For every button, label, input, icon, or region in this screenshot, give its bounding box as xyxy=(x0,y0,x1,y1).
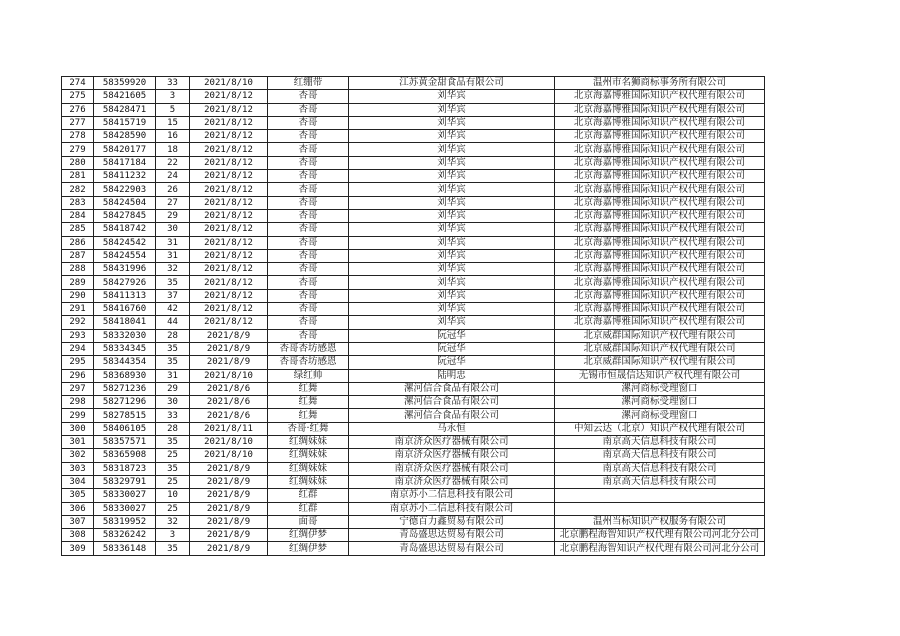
cell-row-index: 292 xyxy=(62,316,94,329)
table-row xyxy=(62,502,765,515)
cell-agent: 北京海嘉博雅国际知识产权代理有限公司 xyxy=(555,170,765,183)
cell-date: 2021/8/9 xyxy=(190,342,268,355)
cell-application-number: 58411313 xyxy=(94,289,156,302)
cell-application-number: 58271296 xyxy=(94,396,156,409)
cell-application-number: 58359920 xyxy=(94,77,156,90)
cell-applicant: 刘华宾 xyxy=(349,276,555,289)
cell-application-number: 58422903 xyxy=(94,183,156,196)
cell-row-index: 303 xyxy=(62,462,94,475)
cell-applicant: 江苏黄金甜食品有限公司 xyxy=(349,77,555,90)
table-row xyxy=(62,130,765,143)
cell-applicant: 陆明忠 xyxy=(349,369,555,382)
table-row xyxy=(62,103,765,116)
cell-agent: 北京鹏程海智知识产权代理有限公司河北分公司 xyxy=(555,542,765,555)
cell-date: 2021/8/6 xyxy=(190,409,268,422)
cell-applicant: 宁德百力鑫贸易有限公司 xyxy=(349,515,555,528)
cell-date: 2021/8/12 xyxy=(190,276,268,289)
cell-mark: 杏哥 xyxy=(268,196,349,209)
cell-class: 30 xyxy=(156,396,190,409)
table-row xyxy=(62,462,765,475)
cell-application-number: 58336148 xyxy=(94,542,156,555)
cell-row-index: 298 xyxy=(62,396,94,409)
cell-row-index: 295 xyxy=(62,356,94,369)
cell-row-index: 275 xyxy=(62,90,94,103)
cell-mark: 杏哥 xyxy=(268,263,349,276)
cell-row-index: 297 xyxy=(62,382,94,395)
cell-application-number: 58428471 xyxy=(94,103,156,116)
cell-application-number: 58428590 xyxy=(94,130,156,143)
cell-applicant: 青岛盛思达贸易有限公司 xyxy=(349,529,555,542)
cell-mark: 红舞 xyxy=(268,396,349,409)
cell-applicant: 刘华宾 xyxy=(349,249,555,262)
cell-class: 35 xyxy=(156,462,190,475)
cell-row-index: 305 xyxy=(62,489,94,502)
cell-agent: 北京威群国际知识产权代理有限公司 xyxy=(555,342,765,355)
cell-mark: 红绸伊梦 xyxy=(268,542,349,555)
cell-mark: 杏哥·红舞 xyxy=(268,422,349,435)
cell-application-number: 58334345 xyxy=(94,342,156,355)
cell-application-number: 58278515 xyxy=(94,409,156,422)
cell-row-index: 279 xyxy=(62,143,94,156)
cell-date: 2021/8/10 xyxy=(190,369,268,382)
cell-agent: 北京海嘉博雅国际知识产权代理有限公司 xyxy=(555,236,765,249)
cell-applicant: 南京苏小二信息科技有限公司 xyxy=(349,502,555,515)
cell-date: 2021/8/12 xyxy=(190,223,268,236)
cell-date: 2021/8/12 xyxy=(190,263,268,276)
table-row xyxy=(62,382,765,395)
cell-mark: 红绷带 xyxy=(268,77,349,90)
cell-application-number: 58365908 xyxy=(94,449,156,462)
cell-applicant: 南京济众医疗器械有限公司 xyxy=(349,475,555,488)
cell-agent: 南京高天信息科技有限公司 xyxy=(555,462,765,475)
table-row xyxy=(62,170,765,183)
cell-agent: 北京海嘉博雅国际知识产权代理有限公司 xyxy=(555,196,765,209)
table-row xyxy=(62,342,765,355)
cell-row-index: 306 xyxy=(62,502,94,515)
cell-applicant: 刘华宾 xyxy=(349,196,555,209)
cell-row-index: 285 xyxy=(62,223,94,236)
cell-applicant: 阮冠华 xyxy=(349,356,555,369)
cell-agent: 北京海嘉博雅国际知识产权代理有限公司 xyxy=(555,249,765,262)
cell-class: 35 xyxy=(156,436,190,449)
cell-application-number: 58427845 xyxy=(94,209,156,222)
cell-mark: 红群 xyxy=(268,502,349,515)
cell-row-index: 287 xyxy=(62,249,94,262)
cell-date: 2021/8/12 xyxy=(190,130,268,143)
cell-class: 25 xyxy=(156,475,190,488)
cell-class: 24 xyxy=(156,170,190,183)
cell-class: 29 xyxy=(156,209,190,222)
cell-mark: 杏哥杏坊感恩 xyxy=(268,356,349,369)
cell-class: 26 xyxy=(156,183,190,196)
cell-row-index: 307 xyxy=(62,515,94,528)
cell-date: 2021/8/9 xyxy=(190,329,268,342)
cell-class: 35 xyxy=(156,356,190,369)
cell-application-number: 58415719 xyxy=(94,116,156,129)
table-row xyxy=(62,183,765,196)
cell-date: 2021/8/12 xyxy=(190,156,268,169)
cell-row-index: 274 xyxy=(62,77,94,90)
cell-agent: 北京海嘉博雅国际知识产权代理有限公司 xyxy=(555,183,765,196)
cell-application-number: 58411232 xyxy=(94,170,156,183)
cell-row-index: 277 xyxy=(62,116,94,129)
cell-date: 2021/8/12 xyxy=(190,209,268,222)
cell-applicant: 刘华宾 xyxy=(349,170,555,183)
cell-application-number: 58418742 xyxy=(94,223,156,236)
cell-mark: 杏哥 xyxy=(268,289,349,302)
cell-row-index: 278 xyxy=(62,130,94,143)
cell-application-number: 58368930 xyxy=(94,369,156,382)
cell-date: 2021/8/10 xyxy=(190,449,268,462)
cell-applicant: 南京苏小二信息科技有限公司 xyxy=(349,489,555,502)
cell-application-number: 58427926 xyxy=(94,276,156,289)
table-row xyxy=(62,369,765,382)
cell-class: 33 xyxy=(156,77,190,90)
cell-row-index: 294 xyxy=(62,342,94,355)
cell-mark: 杏哥 xyxy=(268,303,349,316)
cell-mark: 面哥 xyxy=(268,515,349,528)
cell-mark: 杏哥 xyxy=(268,249,349,262)
cell-application-number: 58318723 xyxy=(94,462,156,475)
cell-row-index: 299 xyxy=(62,409,94,422)
cell-date: 2021/8/12 xyxy=(190,289,268,302)
cell-row-index: 289 xyxy=(62,276,94,289)
cell-class: 42 xyxy=(156,303,190,316)
cell-class: 31 xyxy=(156,369,190,382)
cell-row-index: 284 xyxy=(62,209,94,222)
table-row xyxy=(62,209,765,222)
cell-applicant: 刘华宾 xyxy=(349,223,555,236)
cell-row-index: 276 xyxy=(62,103,94,116)
cell-applicant: 刘华宾 xyxy=(349,156,555,169)
table-row xyxy=(62,116,765,129)
table-row xyxy=(62,316,765,329)
cell-date: 2021/8/12 xyxy=(190,90,268,103)
cell-applicant: 漯河信合食品有限公司 xyxy=(349,382,555,395)
cell-date: 2021/8/12 xyxy=(190,170,268,183)
cell-agent: 北京海嘉博雅国际知识产权代理有限公司 xyxy=(555,263,765,276)
cell-date: 2021/8/12 xyxy=(190,316,268,329)
cell-date: 2021/8/9 xyxy=(190,356,268,369)
cell-class: 31 xyxy=(156,249,190,262)
cell-class: 32 xyxy=(156,263,190,276)
cell-mark: 杏哥 xyxy=(268,130,349,143)
cell-class: 10 xyxy=(156,489,190,502)
table-row xyxy=(62,475,765,488)
cell-mark: 杏哥 xyxy=(268,116,349,129)
table-row xyxy=(62,303,765,316)
cell-applicant: 漯河信合食品有限公司 xyxy=(349,409,555,422)
cell-applicant: 刘华宾 xyxy=(349,236,555,249)
cell-row-index: 308 xyxy=(62,529,94,542)
cell-mark: 红绸伊梦 xyxy=(268,529,349,542)
table-row xyxy=(62,329,765,342)
cell-row-index: 290 xyxy=(62,289,94,302)
cell-date: 2021/8/12 xyxy=(190,116,268,129)
cell-class: 33 xyxy=(156,409,190,422)
cell-mark: 杏哥 xyxy=(268,103,349,116)
cell-date: 2021/8/9 xyxy=(190,475,268,488)
cell-class: 44 xyxy=(156,316,190,329)
cell-mark: 杏哥杏坊感恩 xyxy=(268,342,349,355)
table-row xyxy=(62,529,765,542)
cell-applicant: 阮冠华 xyxy=(349,329,555,342)
cell-agent xyxy=(555,489,765,502)
cell-agent: 温州市名狮商标事务所有限公司 xyxy=(555,77,765,90)
cell-application-number: 58330027 xyxy=(94,489,156,502)
cell-agent: 漯河商标受理窗口 xyxy=(555,382,765,395)
cell-agent: 南京高天信息科技有限公司 xyxy=(555,475,765,488)
table-row xyxy=(62,422,765,435)
cell-mark: 杏哥 xyxy=(268,329,349,342)
cell-row-index: 304 xyxy=(62,475,94,488)
cell-mark: 杏哥 xyxy=(268,183,349,196)
cell-date: 2021/8/6 xyxy=(190,382,268,395)
cell-application-number: 58319952 xyxy=(94,515,156,528)
cell-date: 2021/8/12 xyxy=(190,303,268,316)
cell-class: 3 xyxy=(156,529,190,542)
cell-agent: 南京高天信息科技有限公司 xyxy=(555,436,765,449)
cell-application-number: 58271236 xyxy=(94,382,156,395)
cell-date: 2021/8/9 xyxy=(190,502,268,515)
table-row xyxy=(62,409,765,422)
cell-class: 3 xyxy=(156,90,190,103)
cell-applicant: 青岛盛思达贸易有限公司 xyxy=(349,542,555,555)
cell-date: 2021/8/9 xyxy=(190,462,268,475)
cell-applicant: 刘华宾 xyxy=(349,316,555,329)
cell-applicant: 阮冠华 xyxy=(349,342,555,355)
cell-agent: 北京海嘉博雅国际知识产权代理有限公司 xyxy=(555,316,765,329)
table-body xyxy=(62,77,765,556)
cell-application-number: 58421605 xyxy=(94,90,156,103)
cell-mark: 红舞 xyxy=(268,382,349,395)
cell-date: 2021/8/9 xyxy=(190,542,268,555)
cell-row-index: 283 xyxy=(62,196,94,209)
cell-mark: 杏哥 xyxy=(268,156,349,169)
cell-mark: 红舞 xyxy=(268,409,349,422)
cell-agent: 北京海嘉博雅国际知识产权代理有限公司 xyxy=(555,289,765,302)
cell-applicant: 刘华宾 xyxy=(349,116,555,129)
cell-applicant: 漯河信合食品有限公司 xyxy=(349,396,555,409)
cell-date: 2021/8/9 xyxy=(190,515,268,528)
cell-row-index: 293 xyxy=(62,329,94,342)
cell-mark: 红绸妹妹 xyxy=(268,462,349,475)
cell-mark: 杏哥 xyxy=(268,170,349,183)
cell-row-index: 309 xyxy=(62,542,94,555)
cell-class: 35 xyxy=(156,342,190,355)
cell-class: 28 xyxy=(156,329,190,342)
cell-agent: 北京海嘉博雅国际知识产权代理有限公司 xyxy=(555,103,765,116)
cell-class: 22 xyxy=(156,156,190,169)
cell-applicant: 刘华宾 xyxy=(349,90,555,103)
table-row xyxy=(62,396,765,409)
cell-application-number: 58357571 xyxy=(94,436,156,449)
cell-date: 2021/8/12 xyxy=(190,196,268,209)
cell-agent: 北京威群国际知识产权代理有限公司 xyxy=(555,356,765,369)
cell-agent: 中知云达（北京）知识产权代理有限公司 xyxy=(555,422,765,435)
cell-application-number: 58344354 xyxy=(94,356,156,369)
cell-agent: 北京海嘉博雅国际知识产权代理有限公司 xyxy=(555,130,765,143)
cell-row-index: 296 xyxy=(62,369,94,382)
cell-application-number: 58332030 xyxy=(94,329,156,342)
cell-applicant: 刘华宾 xyxy=(349,209,555,222)
cell-agent: 漯河商标受理窗口 xyxy=(555,409,765,422)
cell-agent: 北京海嘉博雅国际知识产权代理有限公司 xyxy=(555,303,765,316)
table-row xyxy=(62,143,765,156)
cell-applicant: 马永恒 xyxy=(349,422,555,435)
cell-class: 29 xyxy=(156,382,190,395)
cell-agent: 南京高天信息科技有限公司 xyxy=(555,449,765,462)
cell-date: 2021/8/6 xyxy=(190,396,268,409)
cell-agent: 无锡市恒晟信达知识产权代理有限公司 xyxy=(555,369,765,382)
cell-mark: 红绸妹妹 xyxy=(268,449,349,462)
cell-agent: 温州当标知识产权服务有限公司 xyxy=(555,515,765,528)
cell-agent: 北京海嘉博雅国际知识产权代理有限公司 xyxy=(555,90,765,103)
cell-agent: 北京海嘉博雅国际知识产权代理有限公司 xyxy=(555,143,765,156)
table-row xyxy=(62,515,765,528)
cell-date: 2021/8/10 xyxy=(190,436,268,449)
table-row xyxy=(62,90,765,103)
cell-class: 30 xyxy=(156,223,190,236)
table-row xyxy=(62,196,765,209)
cell-class: 5 xyxy=(156,103,190,116)
cell-agent: 北京海嘉博雅国际知识产权代理有限公司 xyxy=(555,116,765,129)
cell-applicant: 刘华宾 xyxy=(349,183,555,196)
cell-mark: 杏哥 xyxy=(268,209,349,222)
cell-agent: 北京海嘉博雅国际知识产权代理有限公司 xyxy=(555,223,765,236)
cell-class: 32 xyxy=(156,515,190,528)
table-row xyxy=(62,236,765,249)
table-row xyxy=(62,489,765,502)
spreadsheet-table-area xyxy=(61,76,765,556)
cell-date: 2021/8/12 xyxy=(190,183,268,196)
cell-mark: 杏哥 xyxy=(268,276,349,289)
cell-date: 2021/8/12 xyxy=(190,236,268,249)
cell-application-number: 58424554 xyxy=(94,249,156,262)
cell-mark: 杏哥 xyxy=(268,236,349,249)
table-row xyxy=(62,356,765,369)
cell-mark: 杏哥 xyxy=(268,223,349,236)
cell-class: 27 xyxy=(156,196,190,209)
cell-class: 35 xyxy=(156,276,190,289)
cell-class: 16 xyxy=(156,130,190,143)
cell-agent: 北京海嘉博雅国际知识产权代理有限公司 xyxy=(555,276,765,289)
cell-row-index: 301 xyxy=(62,436,94,449)
cell-class: 31 xyxy=(156,236,190,249)
cell-mark: 红绸妹妹 xyxy=(268,436,349,449)
cell-applicant: 南京济众医疗器械有限公司 xyxy=(349,436,555,449)
cell-applicant: 刘华宾 xyxy=(349,289,555,302)
cell-application-number: 58326242 xyxy=(94,529,156,542)
cell-date: 2021/8/9 xyxy=(190,489,268,502)
table-row xyxy=(62,449,765,462)
cell-agent: 北京海嘉博雅国际知识产权代理有限公司 xyxy=(555,156,765,169)
cell-class: 15 xyxy=(156,116,190,129)
cell-applicant: 刘华宾 xyxy=(349,263,555,276)
table-row xyxy=(62,436,765,449)
table-row xyxy=(62,263,765,276)
table-row xyxy=(62,156,765,169)
cell-application-number: 58416760 xyxy=(94,303,156,316)
cell-date: 2021/8/9 xyxy=(190,529,268,542)
cell-date: 2021/8/12 xyxy=(190,103,268,116)
cell-application-number: 58418041 xyxy=(94,316,156,329)
cell-mark: 红群 xyxy=(268,489,349,502)
cell-mark: 杏哥 xyxy=(268,143,349,156)
cell-application-number: 58329791 xyxy=(94,475,156,488)
cell-application-number: 58330027 xyxy=(94,502,156,515)
cell-mark: 红绸妹妹 xyxy=(268,475,349,488)
cell-agent: 北京鹏程海智知识产权代理有限公司河北分公司 xyxy=(555,529,765,542)
cell-applicant: 南京济众医疗器械有限公司 xyxy=(349,449,555,462)
cell-mark: 杏哥 xyxy=(268,316,349,329)
cell-row-index: 280 xyxy=(62,156,94,169)
cell-agent xyxy=(555,502,765,515)
cell-application-number: 58424542 xyxy=(94,236,156,249)
cell-row-index: 302 xyxy=(62,449,94,462)
cell-applicant: 南京济众医疗器械有限公司 xyxy=(349,462,555,475)
cell-row-index: 300 xyxy=(62,422,94,435)
table-row xyxy=(62,276,765,289)
cell-date: 2021/8/10 xyxy=(190,77,268,90)
table-row xyxy=(62,289,765,302)
cell-row-index: 282 xyxy=(62,183,94,196)
cell-date: 2021/8/11 xyxy=(190,422,268,435)
cell-agent: 北京海嘉博雅国际知识产权代理有限公司 xyxy=(555,209,765,222)
cell-row-index: 281 xyxy=(62,170,94,183)
cell-application-number: 58431996 xyxy=(94,263,156,276)
cell-application-number: 58406105 xyxy=(94,422,156,435)
cell-class: 35 xyxy=(156,542,190,555)
cell-applicant: 刘华宾 xyxy=(349,143,555,156)
cell-class: 28 xyxy=(156,422,190,435)
cell-applicant: 刘华宾 xyxy=(349,130,555,143)
cell-class: 18 xyxy=(156,143,190,156)
cell-mark: 杏哥 xyxy=(268,90,349,103)
cell-agent: 漯河商标受理窗口 xyxy=(555,396,765,409)
cell-class: 25 xyxy=(156,449,190,462)
cell-agent: 北京威群国际知识产权代理有限公司 xyxy=(555,329,765,342)
cell-application-number: 58417184 xyxy=(94,156,156,169)
cell-application-number: 58424504 xyxy=(94,196,156,209)
cell-applicant: 刘华宾 xyxy=(349,103,555,116)
cell-date: 2021/8/12 xyxy=(190,143,268,156)
trademark-table xyxy=(61,76,765,556)
cell-class: 25 xyxy=(156,502,190,515)
cell-row-index: 286 xyxy=(62,236,94,249)
cell-class: 37 xyxy=(156,289,190,302)
cell-row-index: 288 xyxy=(62,263,94,276)
cell-date: 2021/8/12 xyxy=(190,249,268,262)
cell-mark: 绿红帅 xyxy=(268,369,349,382)
cell-application-number: 58420177 xyxy=(94,143,156,156)
cell-applicant: 刘华宾 xyxy=(349,303,555,316)
cell-row-index: 291 xyxy=(62,303,94,316)
table-row xyxy=(62,249,765,262)
table-row xyxy=(62,223,765,236)
table-row xyxy=(62,542,765,555)
table-row xyxy=(62,77,765,90)
